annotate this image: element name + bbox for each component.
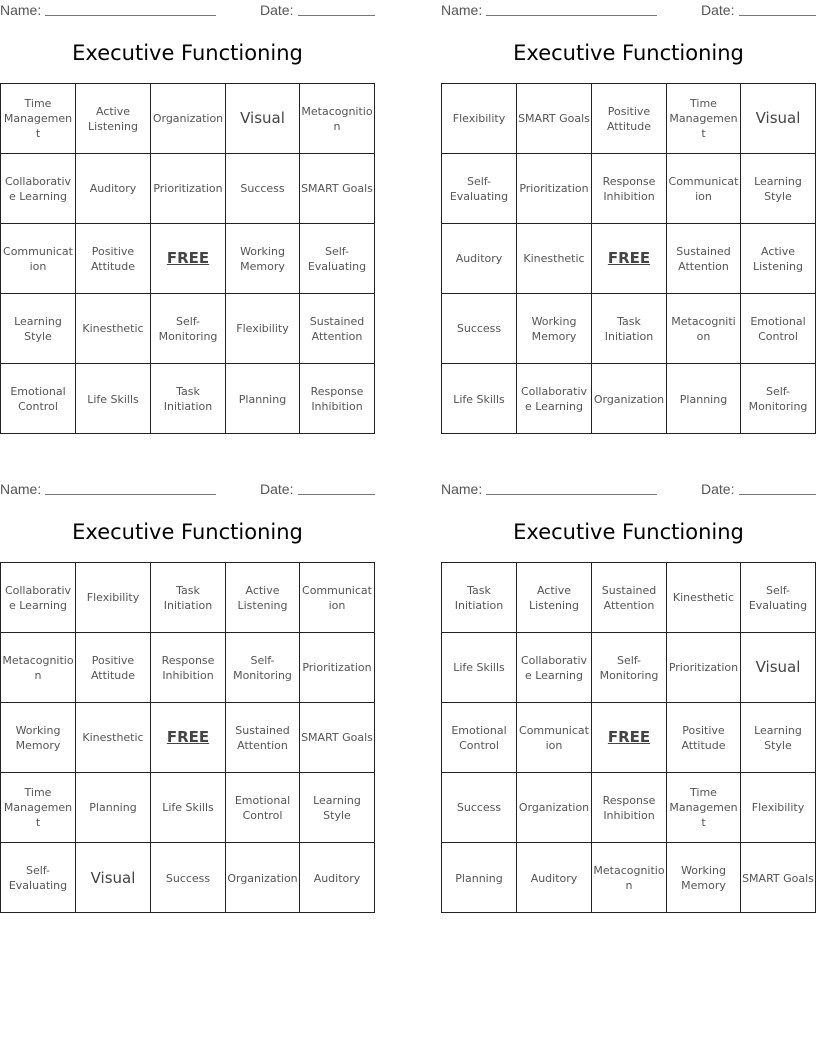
bingo-cell-label: Emotional Control xyxy=(234,793,291,822)
bingo-cell[interactable] xyxy=(76,224,151,294)
free-space-cell[interactable] xyxy=(151,224,226,294)
bingo-cell-label: Emotional Control xyxy=(750,314,806,343)
bingo-cell[interactable] xyxy=(517,563,592,633)
bingo-cell[interactable] xyxy=(667,633,741,703)
bingo-cell[interactable] xyxy=(517,364,592,434)
date-label: Date: xyxy=(260,481,294,497)
bingo-cell-label: Life Skills xyxy=(162,801,214,814)
bingo-cell-label: Auditory xyxy=(89,182,137,195)
bingo-cell-label: Time Management xyxy=(3,786,73,829)
bingo-cell[interactable] xyxy=(592,773,667,843)
bingo-cell[interactable] xyxy=(667,84,741,154)
bingo-cell-label: Kinesthetic xyxy=(82,731,144,744)
bingo-cell[interactable] xyxy=(667,294,741,364)
bingo-cell-label: Task Initiation xyxy=(604,314,654,343)
bingo-cell[interactable] xyxy=(517,843,592,913)
card-title: Executive Functioning xyxy=(72,520,303,544)
bingo-cell[interactable] xyxy=(300,294,374,364)
bingo-cell[interactable] xyxy=(592,84,667,154)
bingo-cell-label: Active Listening xyxy=(237,583,288,612)
bingo-cell[interactable] xyxy=(517,154,592,224)
bingo-cell-label: Learning Style xyxy=(754,723,802,752)
bingo-cell-label: Metacognition xyxy=(671,314,736,343)
name-label: Name: xyxy=(441,2,483,18)
bingo-cell-label: Working Memory xyxy=(15,723,61,752)
bingo-cell[interactable] xyxy=(300,224,374,294)
bingo-cell[interactable] xyxy=(1,364,76,434)
bingo-cell-label: Collaborative Learning xyxy=(520,385,588,413)
bingo-cell[interactable] xyxy=(1,84,76,154)
bingo-cell-label: Response Inhibition xyxy=(310,385,364,413)
bingo-cell[interactable] xyxy=(226,633,300,703)
bingo-cell[interactable] xyxy=(226,294,300,364)
bingo-cell-label: Organization xyxy=(593,392,665,406)
name-blank-line[interactable] xyxy=(486,481,657,495)
bingo-cell[interactable] xyxy=(741,154,815,224)
bingo-cell[interactable] xyxy=(667,224,741,294)
bingo-cell-label: Time Management xyxy=(3,97,73,140)
bingo-cell[interactable] xyxy=(667,154,741,224)
bingo-cell-label: Planning xyxy=(455,871,503,885)
bingo-grid xyxy=(0,83,375,434)
bingo-cell-label: Task Initiation xyxy=(163,583,213,612)
bingo-cell-label: Kinesthetic xyxy=(82,322,144,335)
bingo-cell-label: Time Management xyxy=(669,786,738,829)
bingo-cell-label: Response Inhibition xyxy=(602,793,656,822)
bingo-cell[interactable] xyxy=(741,294,815,364)
bingo-cell[interactable] xyxy=(741,633,815,703)
bingo-cell-label: Success xyxy=(456,801,502,814)
bingo-cell[interactable] xyxy=(151,84,226,154)
bingo-cell[interactable] xyxy=(442,224,517,294)
bingo-cell-label: Success xyxy=(165,871,211,885)
bingo-cell[interactable] xyxy=(226,224,300,294)
bingo-cell[interactable] xyxy=(741,224,815,294)
bingo-cell[interactable] xyxy=(151,843,226,913)
name-date-header xyxy=(0,0,375,22)
bingo-cell[interactable] xyxy=(592,563,667,633)
name-blank-line[interactable] xyxy=(45,481,216,495)
bingo-cell-label: Communication xyxy=(519,723,589,752)
bingo-cell[interactable] xyxy=(592,294,667,364)
bingo-cell-label: Life Skills xyxy=(453,661,505,674)
bingo-cell[interactable] xyxy=(442,364,517,434)
bingo-cell-label: Active Listening xyxy=(88,104,138,133)
bingo-cell-label: Metacognition xyxy=(301,104,373,133)
bingo-cell[interactable] xyxy=(151,563,226,633)
bingo-cell[interactable] xyxy=(76,633,151,703)
free-space-cell[interactable] xyxy=(592,703,667,773)
bingo-cell-label: Communication xyxy=(302,583,372,612)
name-date-header xyxy=(441,479,816,501)
bingo-cell-label: Kinesthetic xyxy=(672,591,735,604)
bingo-cell-label: Collaborative Learning xyxy=(520,653,588,682)
bingo-cell[interactable] xyxy=(1,633,76,703)
bingo-cell-label: SMART Goals xyxy=(301,731,373,744)
bingo-cell-label: Planning xyxy=(89,801,137,814)
bingo-grid xyxy=(0,562,375,913)
bingo-cell-label: SMART Goals xyxy=(301,182,373,195)
card-title: Executive Functioning xyxy=(513,520,744,544)
date-label: Date: xyxy=(701,481,735,497)
bingo-cell[interactable] xyxy=(741,563,815,633)
bingo-cell-label: Working Memory xyxy=(240,244,285,273)
bingo-cell-label: Organization xyxy=(152,112,224,125)
date-blank-line[interactable] xyxy=(739,2,816,16)
bingo-cell[interactable] xyxy=(1,294,76,364)
bingo-card-2 xyxy=(441,0,816,413)
bingo-cell[interactable] xyxy=(592,843,667,913)
bingo-cell[interactable] xyxy=(76,703,151,773)
bingo-cell-label: Flexibility xyxy=(751,801,805,814)
bingo-cell[interactable] xyxy=(1,773,76,843)
bingo-cell-label: Planning xyxy=(679,392,728,406)
bingo-cell[interactable] xyxy=(300,773,374,843)
bingo-cell[interactable] xyxy=(442,154,517,224)
bingo-cell-label: Metacognition xyxy=(593,864,665,892)
bingo-cell-label: Metacognition xyxy=(2,653,74,682)
bingo-cell[interactable] xyxy=(151,294,226,364)
bingo-cell[interactable] xyxy=(517,633,592,703)
bingo-cell[interactable] xyxy=(517,773,592,843)
bingo-cell[interactable] xyxy=(442,84,517,154)
bingo-cell-label: SMART Goals xyxy=(518,112,590,125)
bingo-cell-label: Self-Evaluating xyxy=(449,174,509,203)
bingo-cell-label: Visual xyxy=(240,109,285,127)
bingo-cell-label: Emotional Control xyxy=(10,385,66,413)
card-title: Executive Functioning xyxy=(513,41,744,65)
date-label: Date: xyxy=(701,2,735,18)
bingo-cell-label: Sustained Attention xyxy=(601,583,657,612)
bingo-cell[interactable] xyxy=(741,364,815,434)
bingo-cell[interactable] xyxy=(741,843,815,913)
bingo-cell[interactable] xyxy=(741,703,815,773)
bingo-cell[interactable] xyxy=(667,703,741,773)
bingo-cell[interactable] xyxy=(300,703,374,773)
bingo-cell-label: Flexibility xyxy=(86,591,140,604)
bingo-cell[interactable] xyxy=(300,154,374,224)
name-date-header xyxy=(0,479,375,501)
bingo-cell[interactable] xyxy=(592,154,667,224)
bingo-cell[interactable] xyxy=(226,84,300,154)
bingo-cell[interactable] xyxy=(517,703,592,773)
bingo-cell-label: Learning Style xyxy=(754,174,802,203)
bingo-cell[interactable] xyxy=(76,294,151,364)
bingo-card-4 xyxy=(441,479,816,892)
bingo-cell[interactable] xyxy=(592,364,667,434)
bingo-cell-label: Auditory xyxy=(313,871,361,885)
free-space-cell[interactable] xyxy=(151,703,226,773)
bingo-cell-label: Prioritization xyxy=(302,661,372,674)
bingo-cell-label: Success xyxy=(240,182,285,195)
free-space-cell[interactable] xyxy=(592,224,667,294)
bingo-cell-label: Life Skills xyxy=(453,392,505,406)
bingo-cell-label: Flexibility xyxy=(236,322,289,335)
bingo-cell[interactable] xyxy=(667,364,741,434)
bingo-cell-label: Sustained Attention xyxy=(676,244,731,273)
name-blank-line[interactable] xyxy=(486,2,657,16)
bingo-cell-label: Active Listening xyxy=(753,244,803,273)
bingo-cell-label: Positive Attitude xyxy=(606,104,652,133)
bingo-cell[interactable] xyxy=(76,84,151,154)
bingo-cell-label: Self-Monitoring xyxy=(233,653,292,682)
bingo-cell-label: FREE xyxy=(607,728,651,746)
bingo-cell[interactable] xyxy=(76,843,151,913)
bingo-cell[interactable] xyxy=(1,843,76,913)
bingo-cell-label: Kinesthetic xyxy=(523,252,585,265)
bingo-cell-label: Sustained Attention xyxy=(235,723,290,752)
bingo-cell[interactable] xyxy=(76,773,151,843)
bingo-cell-label: Self-Evaluating xyxy=(748,583,808,612)
bingo-cell[interactable] xyxy=(151,364,226,434)
bingo-cell-label: Planning xyxy=(238,392,287,406)
bingo-cell-label: Self-Monitoring xyxy=(599,653,659,682)
bingo-cell[interactable] xyxy=(592,633,667,703)
bingo-cell-label: Success xyxy=(456,322,502,335)
bingo-cell[interactable] xyxy=(151,633,226,703)
bingo-cell-label: Prioritization xyxy=(519,182,589,195)
bingo-cell[interactable] xyxy=(517,224,592,294)
bingo-cell-label: Flexibility xyxy=(452,112,506,125)
bingo-cell-label: Auditory xyxy=(530,871,578,885)
bingo-cell[interactable] xyxy=(667,563,741,633)
name-label: Name: xyxy=(0,2,42,18)
bingo-cell-label: Emotional Control xyxy=(451,723,507,752)
bingo-cell[interactable] xyxy=(517,294,592,364)
bingo-cell[interactable] xyxy=(667,843,741,913)
bingo-grid xyxy=(441,562,816,913)
bingo-cell[interactable] xyxy=(226,703,300,773)
bingo-grid xyxy=(441,83,816,434)
bingo-cell-label: Positive Attitude xyxy=(681,723,726,752)
bingo-cell-label: Response Inhibition xyxy=(602,174,656,203)
bingo-cell-label: Self-Monitoring xyxy=(748,385,808,413)
bingo-cell-label: Organization xyxy=(227,871,298,885)
bingo-cell-label: Collaborative Learning xyxy=(4,174,72,203)
name-label: Name: xyxy=(441,481,483,497)
bingo-cell-label: Visual xyxy=(90,868,136,887)
bingo-cell[interactable] xyxy=(1,154,76,224)
bingo-cell[interactable] xyxy=(226,773,300,843)
bingo-cell-label: Self-Monitoring xyxy=(158,314,218,343)
bingo-cell[interactable] xyxy=(442,703,517,773)
bingo-cell[interactable] xyxy=(741,773,815,843)
bingo-cell[interactable] xyxy=(151,773,226,843)
bingo-cell[interactable] xyxy=(442,633,517,703)
bingo-cell-label: Active Listening xyxy=(529,583,579,612)
bingo-cell-label: Organization xyxy=(518,801,590,814)
bingo-cell-label: Auditory xyxy=(455,252,503,265)
bingo-cell[interactable] xyxy=(226,154,300,224)
bingo-cell[interactable] xyxy=(300,84,374,154)
bingo-cell-label: Learning Style xyxy=(14,314,62,343)
date-blank-line[interactable] xyxy=(298,481,375,495)
bingo-cell[interactable] xyxy=(226,563,300,633)
bingo-card-3 xyxy=(0,479,375,892)
bingo-cell-label: Learning Style xyxy=(313,793,361,822)
bingo-cell[interactable] xyxy=(76,364,151,434)
bingo-cell-label: Life Skills xyxy=(87,392,139,406)
bingo-cell-label: FREE xyxy=(166,249,210,267)
bingo-cell-label: Task Initiation xyxy=(454,583,504,612)
name-blank-line[interactable] xyxy=(45,2,216,16)
bingo-cell[interactable] xyxy=(1,563,76,633)
date-label: Date: xyxy=(260,2,294,18)
bingo-cell-label: Response Inhibition xyxy=(161,653,215,682)
bingo-cell-label: Sustained Attention xyxy=(309,314,365,343)
bingo-cell-label: Working Memory xyxy=(681,864,726,892)
bingo-cell-label: Prioritization xyxy=(668,661,739,674)
bingo-cell-label: Communication xyxy=(3,244,73,273)
bingo-cell[interactable] xyxy=(1,703,76,773)
name-date-header xyxy=(441,0,816,22)
bingo-cell-label: Self-Evaluating xyxy=(8,864,68,892)
date-blank-line[interactable] xyxy=(739,481,816,495)
bingo-cell[interactable] xyxy=(1,224,76,294)
bingo-cell[interactable] xyxy=(442,773,517,843)
date-blank-line[interactable] xyxy=(298,2,375,16)
bingo-cell[interactable] xyxy=(667,773,741,843)
bingo-cell[interactable] xyxy=(442,294,517,364)
bingo-cell-label: Visual xyxy=(755,658,801,676)
bingo-cell-label: Time Management xyxy=(669,97,738,140)
bingo-cell-label: Positive Attitude xyxy=(90,244,136,273)
bingo-cell-label: Visual xyxy=(755,109,801,127)
bingo-cell-label: Prioritization xyxy=(153,182,223,195)
card-title: Executive Functioning xyxy=(72,41,303,65)
bingo-cell[interactable] xyxy=(76,563,151,633)
bingo-cell-label: Communication xyxy=(668,174,739,203)
bingo-cell[interactable] xyxy=(300,633,374,703)
bingo-cell[interactable] xyxy=(300,364,374,434)
bingo-cell-label: SMART Goals xyxy=(742,871,814,885)
bingo-cell-label: FREE xyxy=(607,249,651,267)
bingo-cell-label: Self-Evaluating xyxy=(307,244,367,273)
name-label: Name: xyxy=(0,481,42,497)
bingo-card-1 xyxy=(0,0,375,413)
bingo-cell[interactable] xyxy=(300,563,374,633)
bingo-cell[interactable] xyxy=(517,84,592,154)
bingo-cell[interactable] xyxy=(442,843,517,913)
bingo-cell[interactable] xyxy=(442,563,517,633)
bingo-cell-label: Task Initiation xyxy=(163,385,213,413)
bingo-cell-label: Working Memory xyxy=(531,314,577,343)
bingo-cell-label: Collaborative Learning xyxy=(4,583,72,612)
bingo-cell[interactable] xyxy=(76,154,151,224)
bingo-cell-label: FREE xyxy=(166,728,210,746)
bingo-cell-label: Positive Attitude xyxy=(90,653,136,682)
bingo-cell[interactable] xyxy=(226,843,300,913)
bingo-cell[interactable] xyxy=(300,843,374,913)
bingo-cell[interactable] xyxy=(741,84,815,154)
bingo-cell[interactable] xyxy=(151,154,226,224)
bingo-cell[interactable] xyxy=(226,364,300,434)
